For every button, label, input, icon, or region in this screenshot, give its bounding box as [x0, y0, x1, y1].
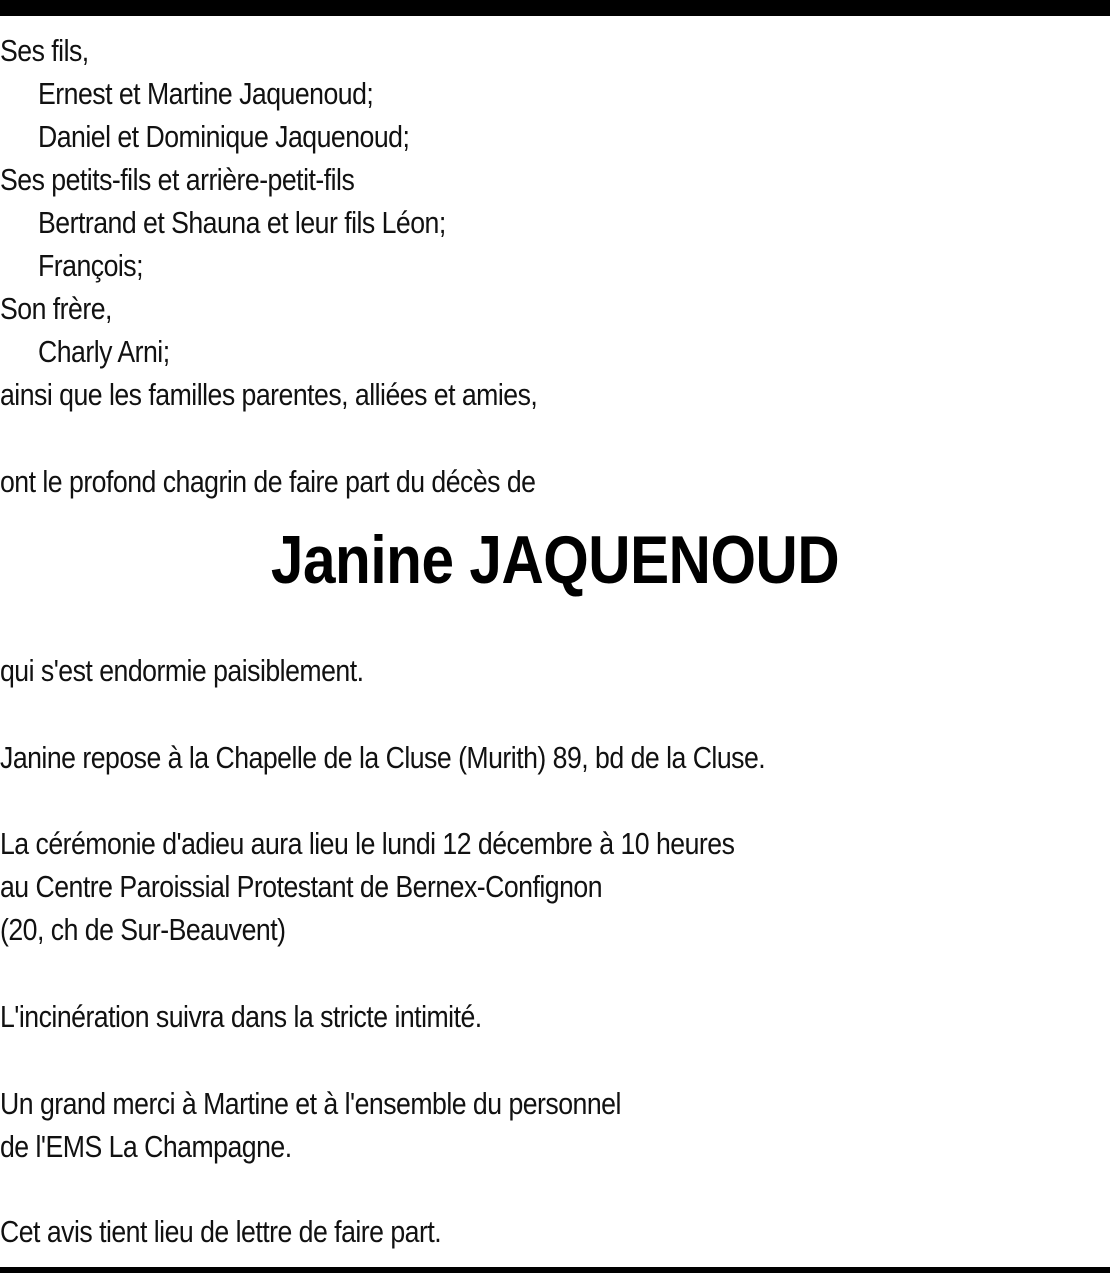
announcement-line: ont le profond chagrin de faire part du décès de: [0, 464, 536, 499]
thanks-line-2: de l'EMS La Champagne.: [0, 1129, 292, 1164]
grandchild-line-2: François;: [38, 248, 144, 283]
closing-line: Cet avis tient lieu de lettre de faire part.: [0, 1214, 442, 1249]
ceremony-line-3: (20, ch de Sur-Beauvent): [0, 912, 286, 947]
brother-heading: Son frère,: [0, 291, 112, 326]
other-families-line: ainsi que les familles parentes, alliées et amies,: [0, 377, 538, 412]
grandchild-line-1: Bertrand et Shauna et leur fils Léon;: [38, 205, 446, 240]
sons-heading: Ses fils,: [0, 33, 89, 68]
ceremony-line-1: La cérémonie d'adieu aura lieu le lundi 12 décembre à 10 heures: [0, 826, 735, 861]
brother-line: Charly Arni;: [38, 334, 170, 369]
grandchildren-heading: Ses petits-fils et arrière-petit-fils: [0, 162, 355, 197]
ceremony-line-2: au Centre Paroissial Protestant de Bernex-Confignon: [0, 869, 603, 904]
cremation-line: L'incinération suivra dans la stricte intimité.: [0, 999, 482, 1034]
bottom-border-rule: [0, 1267, 1110, 1273]
top-border-rule: [0, 0, 1110, 16]
deceased-name: Janine JAQUENOUD: [270, 522, 840, 598]
thanks-line-1: Un grand merci à Martine et à l'ensemble du personnel: [0, 1086, 621, 1121]
son-line-2: Daniel et Dominique Jaquenoud;: [38, 119, 410, 154]
rest-location-line: Janine repose à la Chapelle de la Cluse (Murith) 89, bd de la Cluse.: [0, 740, 766, 775]
son-line-1: Ernest et Martine Jaquenoud;: [38, 76, 374, 111]
passing-line: qui s'est endormie paisiblement.: [0, 653, 364, 688]
